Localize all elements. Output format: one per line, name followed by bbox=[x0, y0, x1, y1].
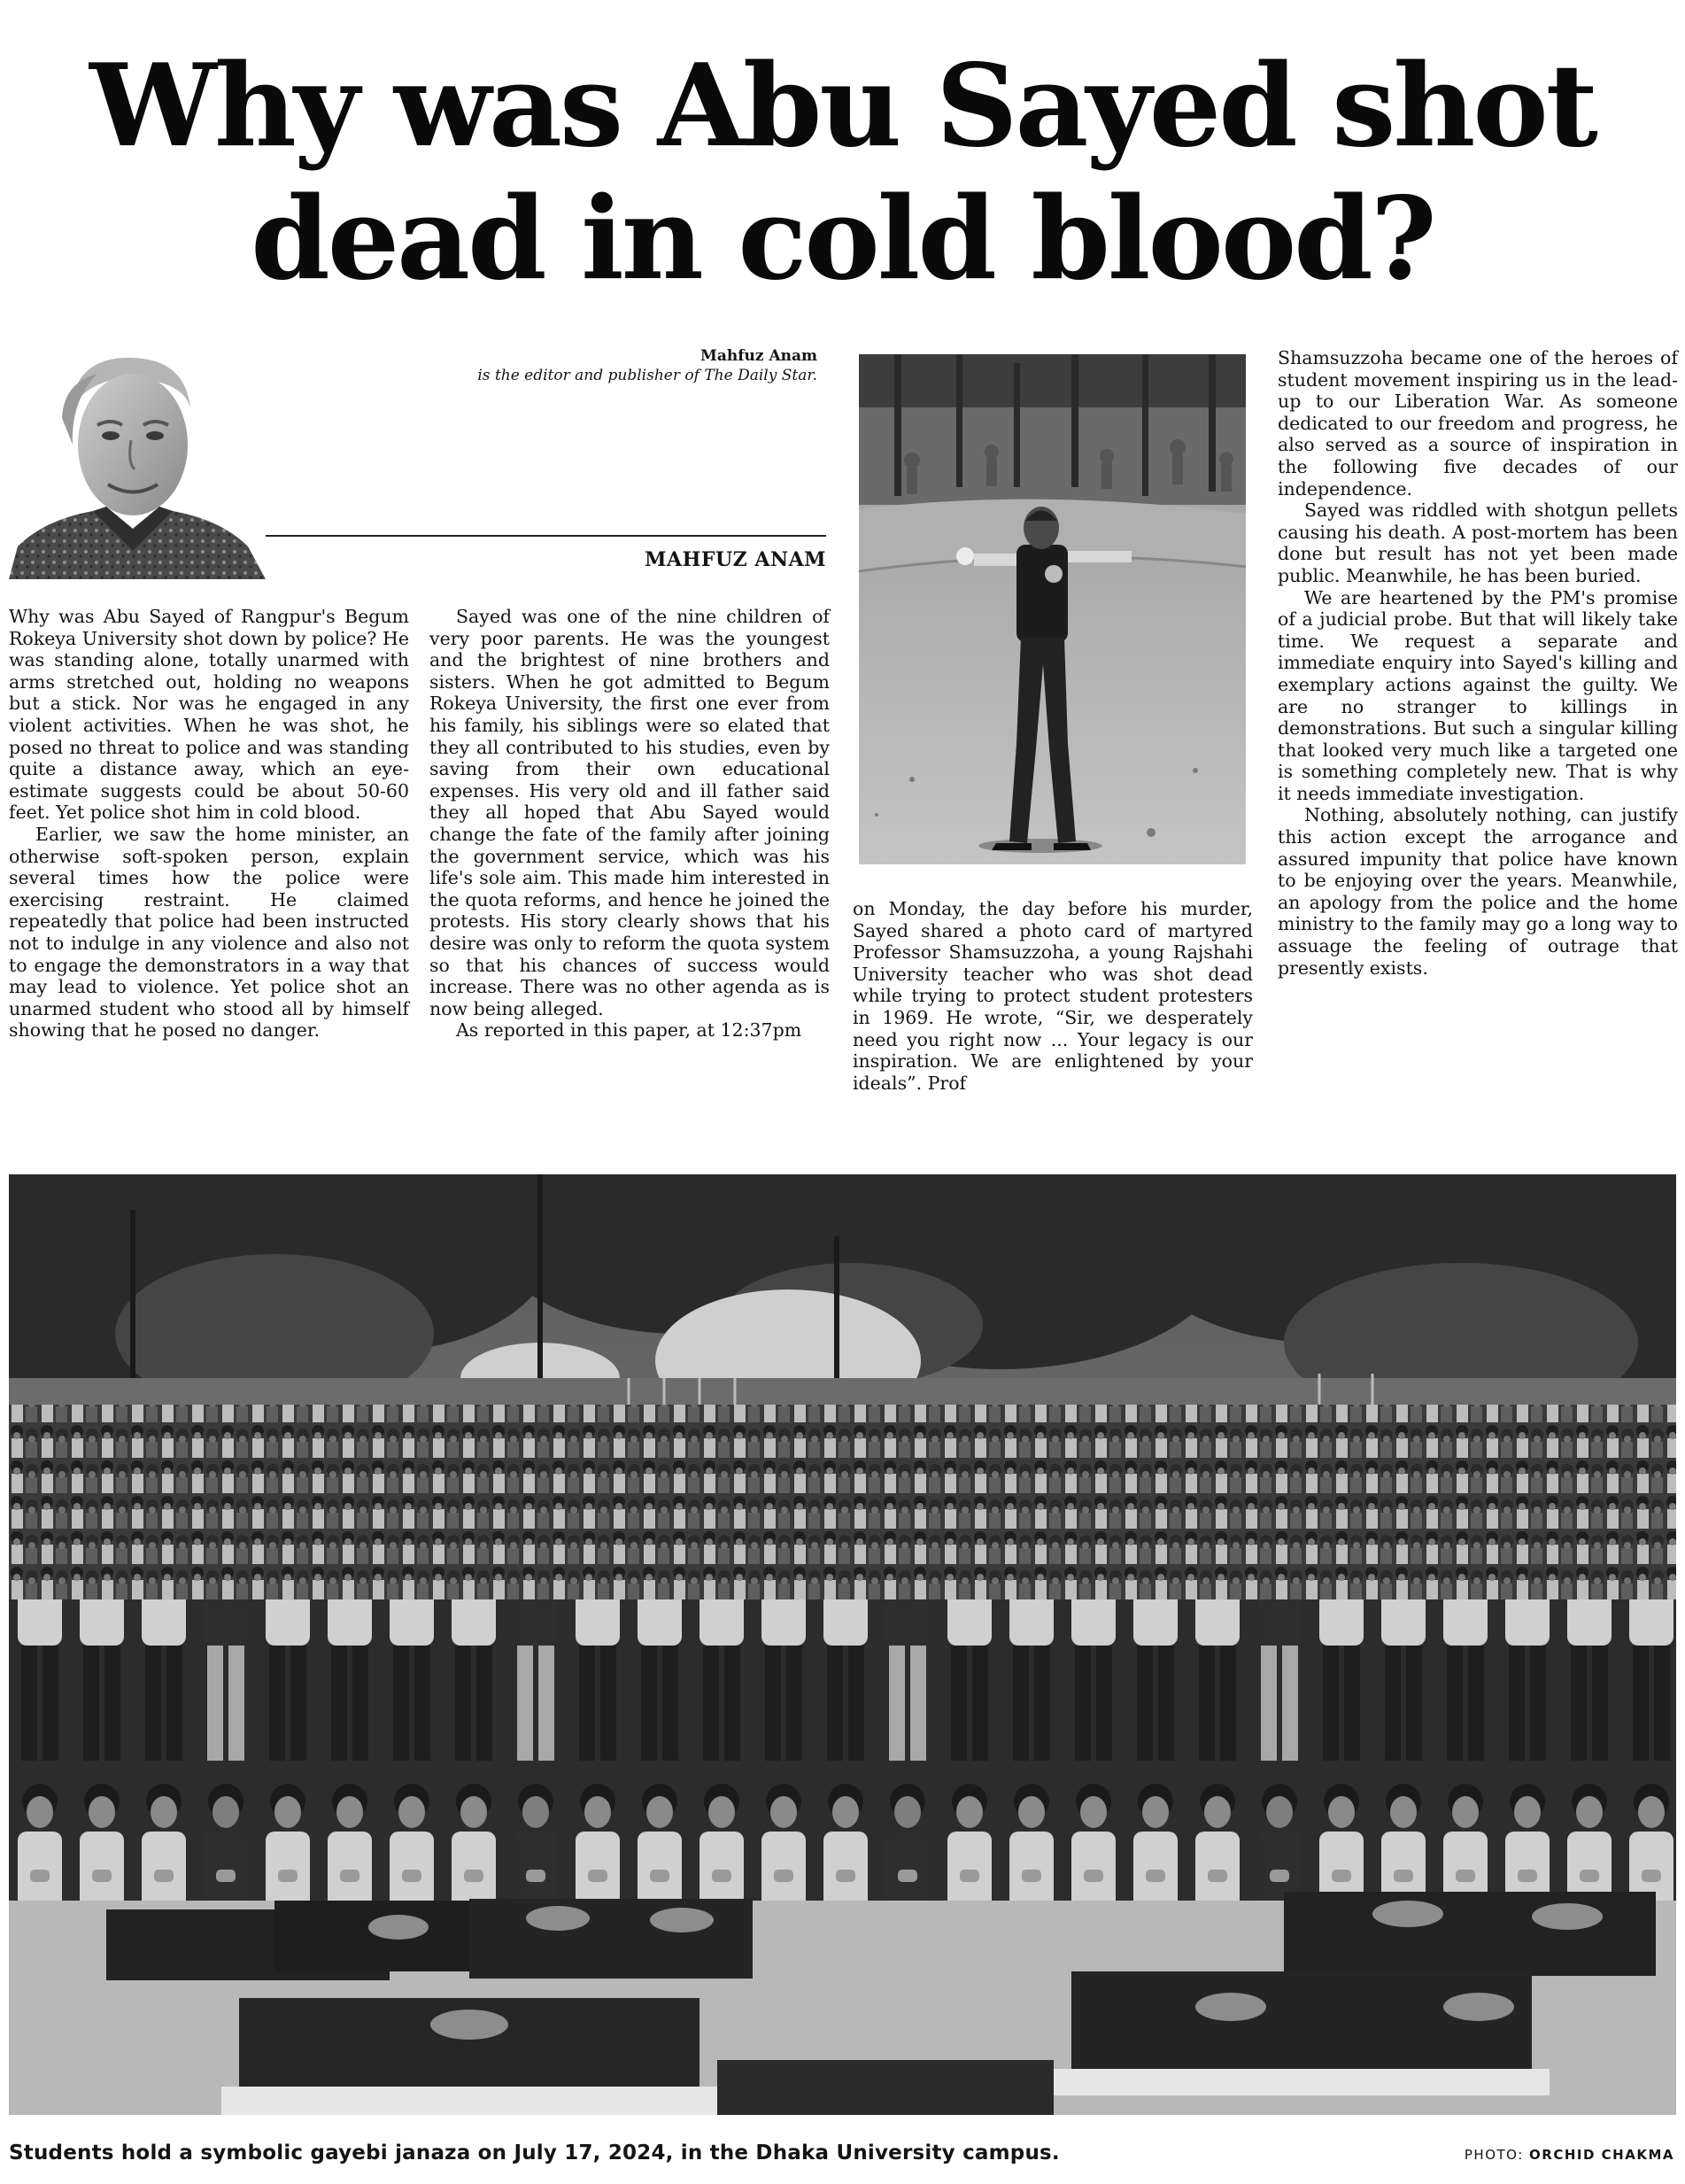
paragraph: Shamsuzzoha became one of the heroes of student movement inspiring us in the lead-up to our Liberation War. As someone dedicated to our freedom and progress, he also served as a source of inspiration in the following five decades of our independence. bbox=[1278, 347, 1678, 500]
article-column-2 bbox=[429, 606, 830, 1042]
paragraph: We are heartened by the PM's promise of a judicial probe. But that will likely take time. We request a separate and immediate enquiry into Sayed's killing and exemplary actions against the guilty. We are no stranger to killings in demonstrations. But such a singular killing that looked very much like a targeted one is something completely new. That is why it needs immediate investigation. bbox=[1278, 586, 1678, 804]
headline: Why was Abu Sayed shot dead in cold blood? bbox=[89, 40, 1596, 306]
photo-caption: Students hold a symbolic gayebi janaza on July 17, 2024, in the Dhaka University campus. bbox=[9, 2141, 1060, 2165]
author-name-caps: MAHFUZ ANAM bbox=[645, 548, 826, 571]
paragraph: Earlier, we saw the home minister, an otherwise soft-spoken person, explain several times how the police were exercising restraint. He claimed repeatedly that police had been instructed not to indulge in any violence and also not to engage the demonstrators in a way that may lead to violence. Yet police shot an unarmed student who stood all by himself showing that he posed no danger. bbox=[9, 823, 409, 1042]
byline-name: Mahfuz Anam bbox=[700, 347, 817, 365]
paragraph: on Monday, the day before his murder, Sayed shared a photo card of martyred Professor Shamsuzzoha, a young Rajshahi University teacher who was shot dead while trying to protect student protesters in 1969. He wrote, “Sir, we desperately need you right now ... Your legacy is our inspiration. We are enlightened by your ideals”. Prof bbox=[853, 898, 1253, 1094]
byline-box bbox=[9, 347, 826, 586]
article-column-4 bbox=[1278, 347, 1678, 979]
article-column-3 bbox=[853, 898, 1253, 1094]
photo-credit bbox=[1465, 2147, 1674, 2163]
paragraph: Why was Abu Sayed of Rangpur's Begum Rokeya University shot down by police? He was standing alone, totally unarmed with arms stretched out, holding no weapons but a stick. Nor was he engaged in any violent activities. When he was shot, he posed no threat to police and was standing quite a distance away, which an eye-estimate suggests could be about 50-60 feet. Yet police shot him in cold blood. bbox=[9, 606, 409, 824]
author-portrait-photo bbox=[9, 347, 274, 579]
crowd-janaza-photo bbox=[9, 1174, 1676, 2115]
protester-photo bbox=[859, 354, 1246, 864]
photo-credit-label: PHOTO: bbox=[1464, 2147, 1524, 2163]
paragraph: As reported in this paper, at 12:37pm bbox=[456, 1019, 802, 1042]
paragraph: Nothing, absolutely nothing, can justify this action except the arrogance and assured impunity that police have known to be enjoying over the years. Meanwhile, an apology from the police and the home ministry to the family may go a long way to assuage the feeling of outrage that presently exists. bbox=[1278, 804, 1678, 979]
paragraph: Sayed was one of the nine children of very poor parents. He was the youngest and the brightest of nine brothers and sisters. When he got admitted to Begum Rokeya University, the first one ever from his family, his siblings were so elated that they all contributed to his studies, even by saving from their own educational expenses. His very old and ill father said they all hoped that Abu Sayed would change the fate of the family after joining the government service, which was his life's sole aim. This made him interested in the quota reforms, and hence he joined the protests. His story clearly shows that his desire was only to reform the quota system so that his chances of success would increase. There was no other agenda as is now being alleged. bbox=[429, 606, 830, 1019]
byline-description: is the editor and publisher of The Daily Star. bbox=[477, 367, 817, 384]
byline-rule bbox=[266, 535, 826, 537]
photographer-name: ORCHID CHAKMA bbox=[1529, 2147, 1674, 2163]
article-column-1 bbox=[9, 606, 409, 1042]
paragraph: Sayed was riddled with shotgun pellets causing his death. A post-mortem has been done but result has not yet been made public. Meanwhile, he has been buried. bbox=[1278, 500, 1678, 586]
